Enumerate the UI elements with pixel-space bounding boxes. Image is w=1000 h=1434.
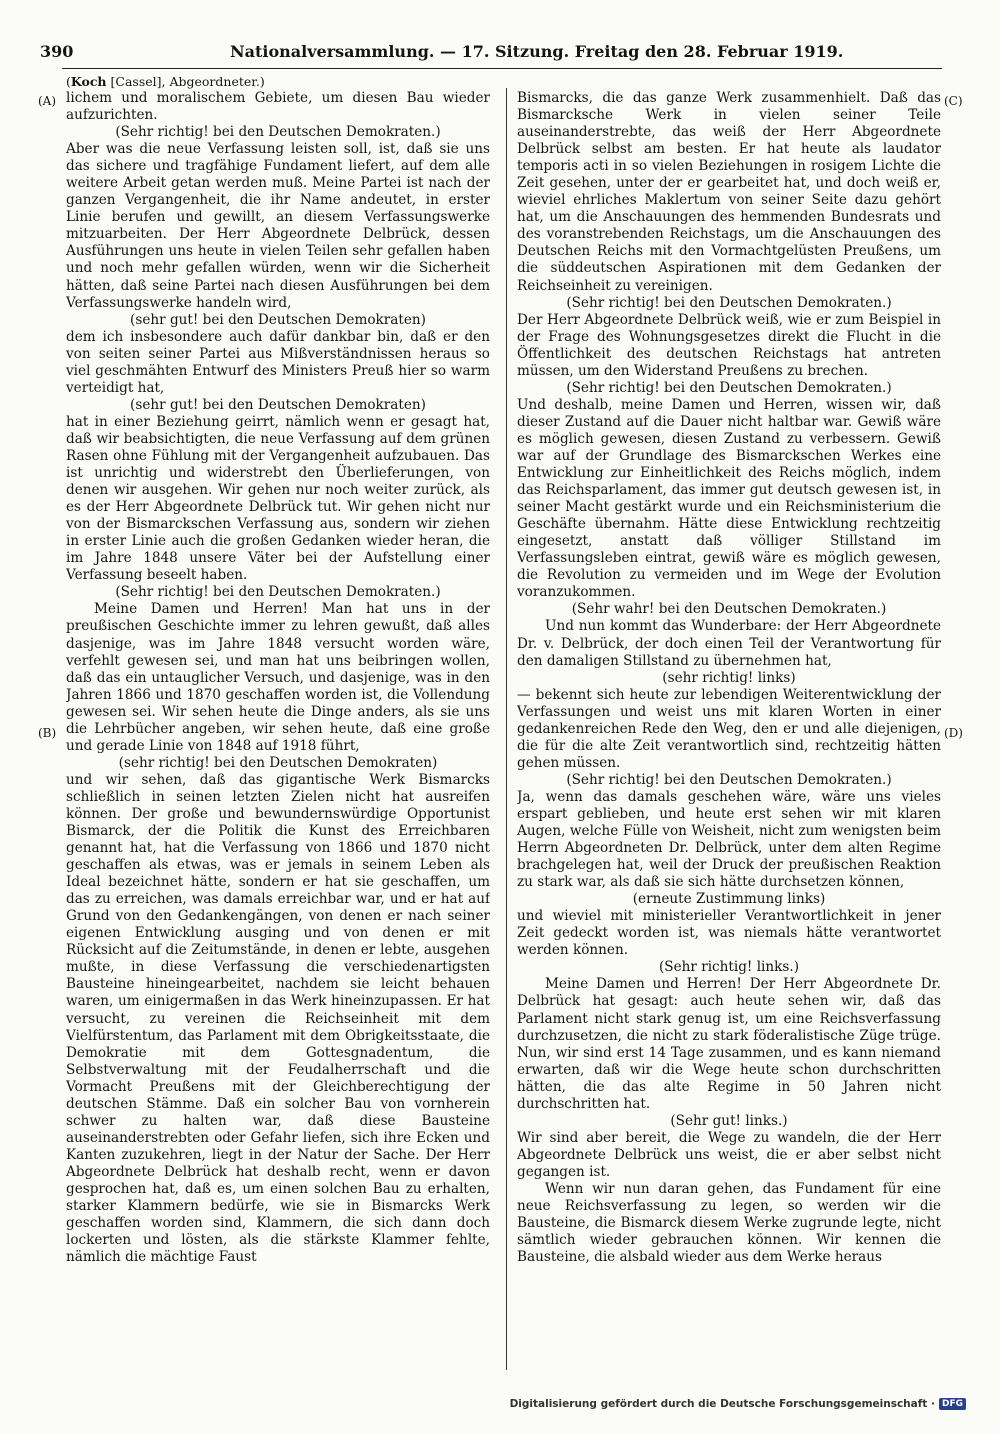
paragraph: Bismarcks, die das ganze Werk zusammenhielt. Daß das Bismarcksche Werk in vielen seiner Teile auseinanderstrebte, das weiß der Herr Abgeordnete Delbrück selbst am besten. Er hat heute als laudator temporis acti in so vielen Beziehungen in rosigem Lichte die Zeit gesehen, unter der er gearbeitet hat, und doch weiß er, wieviel ehrliches Maklertum von seiner Seite dazu gehört hat, um die Anschauungen des hemmenden Bundesrats und des voranstrebenden Reichstags, um die Anschauungen des Deutschen Reichs mit den Vormachtgelüsten Preußens, um die süddeutschen Aspirationen mit dem Gedanken der Reichseinheit zu vereinigen. — [517, 90, 941, 294]
paragraph: — bekennt sich heute zur lebendigen Weiterentwicklung der Verfassungen und weist uns mit klaren Worten in einer gedankenreichen Rede den Weg, den er und alle diejenigen, die für die alte Zeit verantwortlich sind, rechtzeitig hätten gehen müssen. — [517, 686, 941, 771]
interjection: (Sehr richtig! bei den Deutschen Demokraten.) — [566, 771, 892, 788]
interjection: (sehr gut! bei den Deutschen Demokraten) — [130, 311, 426, 328]
paragraph: Aber was die neue Verfassung leisten soll, ist, daß sie uns das sichere und tragfähige Fundament liefert, auf dem alle weitere Arbeit getan werden muß. Meine Partei ist nach der ganzen Vergangenheit, die ihr Name andeutet, in erster Linie berufen und gewillt, an diesem Verfassungswerke mitzuarbeiten. Der Herr Abgeordnete Delbrück, dessen Ausführungen uns heute in vielen Teilen sehr gefallen haben und noch mehr gefallen würden, wenn wir die Sicherheit hätten, daß seine Partei nach diesen Ausführungen bei dem Verfassungswerke handeln wird, — [66, 141, 490, 311]
paragraph: Wir sind aber bereit, die Wege zu wandeln, die der Herr Abgeordnete Delbrück uns weist, die er aber selbst nicht gegangen ist. — [517, 1129, 941, 1180]
paragraph: Wenn wir nun daran gehen, das Fundament für eine neue Reichsverfassung zu legen, so werden wir die Bausteine, die Bismarck diesem Werke zugrunde legte, nicht sämtlich wieder gebrauchen können. Wir kennen die Bausteine, die alsbald wieder aus dem Werke heraus — [517, 1181, 941, 1266]
speaker-rest: [Cassel], Abgeordneter.) — [110, 74, 265, 89]
header-rule — [62, 68, 942, 69]
interjection: (sehr richtig! bei den Deutschen Demokraten) — [118, 754, 438, 771]
paragraph: Meine Damen und Herren! Man hat uns in der preußischen Geschichte immer zu lehren gewußt, daß alles dasjenige, was im Jahre 1848 versucht worden wäre, verfehlt gewesen sei, und man hat uns beibringen wollen, daß das ein untauglicher Versuch, und dasjenige, was in den Jahren 1866 und 1870 geschaffen worden ist, die Vollendung gewesen sei. Wir sehen heute die Dinge anders, als sie uns die Lehrbücher angeben, wir sehen heute, daß eine große und gerade Linie von 1848 auf 1918 führt, — [66, 601, 490, 754]
page-number: 390 — [40, 42, 74, 61]
dfg-logo: DFG — [939, 1398, 966, 1410]
paragraph: Der Herr Abgeordnete Delbrück weiß, wie er zum Beispiel in der Frage des Wohnungsgesetzes direkt die Flucht in die Öffentlichkeit des deutschen Reichstags hat antreten müssen, um den Widerstand Preußens zu brechen. — [517, 311, 941, 379]
interjection: (erneute Zustimmung links) — [632, 891, 826, 908]
interjection: (Sehr richtig! bei den Deutschen Demokraten.) — [115, 124, 441, 141]
running-title: Nationalversammlung. — 17. Sitzung. Freitag den 28. Februar 1919. — [230, 42, 844, 61]
paragraph: hat in einer Beziehung geirrt, nämlich wenn er gesagt hat, daß wir beabsichtigten, die neue Verfassung auf dem grünen Rasen ohne Fühlung mit der Vergangenheit aufzubauen. Das ist unrichtig und widerstrebt den Überlieferungen, von denen wir ausgehen. Wir gehen nur noch weiter zurück, als es der Herr Abgeordnete Delbrück tut. Wir gehen nicht nur von der Bismarckschen Verfassung aus, sondern wir ziehen in erster Linie auch die großen Gedanken wieder heran, die im Jahre 1848 unsere Väter bei der Aufstellung einer Verfassung beseelt haben. — [66, 413, 490, 584]
interjection: (sehr richtig! links) — [662, 669, 796, 686]
speaker-line: (Koch [Cassel], Abgeordneter.) — [66, 74, 265, 89]
paragraph: Ja, wenn das damals geschehen wäre, wäre uns vieles erspart geblieben, und heute erst sehen wir mit klaren Augen, welche Fülle von Weisheit, nicht zum wenigsten beim Herrn Abgeordneten Dr. Delbrück, unter dem alten Regime brachgelegen hat, weil der Druck der preußischen Reaktion zu stark war, als daß sie sich hätte durchsetzen können, — [517, 788, 941, 891]
interjection: (Sehr gut! links.) — [670, 1112, 788, 1129]
margin-marker-d: (D) — [944, 726, 963, 740]
interjection: (Sehr richtig! links.) — [658, 959, 800, 976]
margin-marker-c: (C) — [944, 94, 963, 108]
paragraph: Und deshalb, meine Damen und Herren, wissen wir, daß dieser Zustand auf die Dauer nicht haltbar war. Gewiß wäre es möglich gewesen, diesen Zustand zu verbessern. Gewiß war auf der Grundlage des Bismarckschen Werkes eine Entwicklung zur Einheitlichkeit des Reichs möglich, indem das Reichsparlament, das immer gut deutsch gewesen ist, in seiner Macht gestärkt wurde und ein Reichsministerium die Geschäfte übernahm. Hätte diese Entwicklung rechtzeitig eingesetzt, anstatt daß völliger Stillstand im Verfassungsleben eintrat, gewiß wäre es möglich gewesen, die Revolution zu vermeiden und im Wege der Evolution voranzukommen. — [517, 396, 941, 601]
interjection: (Sehr richtig! bei den Deutschen Demokraten.) — [566, 379, 892, 396]
paragraph: Meine Damen und Herren! Der Herr Abgeordnete Dr. Delbrück hat gesagt: auch heute sehen wir, daß das Parlament nicht stark genug ist, um eine Reichsverfassung durchzusetzen, die nicht zu stark föderalistische Züge trüge. Nun, wir sind erst 14 Tage zusammen, und es kann niemand erwarten, daß wir die Wege heute schon durchschritten hätten, die das alte Regime in 50 Jahren nicht durchschritten hat. — [517, 976, 941, 1112]
interjection: (sehr gut! bei den Deutschen Demokraten) — [130, 396, 426, 413]
left-column — [66, 90, 490, 1376]
paragraph: Und nun kommt das Wunderbare: der Herr Abgeordnete Dr. v. Delbrück, der doch einen Teil der Verantwortung für den damaligen Stillstand zu übernehmen hat, — [517, 618, 941, 669]
interjection: (Sehr wahr! bei den Deutschen Demokraten.) — [571, 601, 887, 618]
right-column — [517, 90, 941, 1376]
paragraph: dem ich insbesondere auch dafür dankbar bin, daß er den von seiten seiner Partei aus Mißverständnissen heraus so viel geschmähten Entwurf des Ministers Preuß hier so warm verteidigt hat, — [66, 328, 490, 396]
paragraph: und wieviel mit ministerieller Verantwortlichkeit in jener Zeit gedeckt worden ist, was niemals hätte verantwortet werden können. — [517, 908, 941, 959]
paragraph: und wir sehen, daß das gigantische Werk Bismarcks schließlich in seinen letzten Zielen nicht hat ausreifen können. Der große und bewundernswürdige Opportunist Bismarck, der die Politik die Kunst des Erreichbaren genannt hat, hat die Verfassung von 1866 und 1870 nicht geschaffen als etwas, was er jemals in seinem Leben als Ideal bezeichnet hätte, sondern er hat sie geschaffen, um das zu erreichen, was damals erreichbar war, und er hat auf Grund von den Gedankengängen, von denen er nach seiner eigenen Entwicklung ausging und von denen er mit Rücksicht auf die Zeitumstände, in denen er lebte, ausgehen mußte, in diese Verfassung die verschiedenartigsten Bausteine hineingearbeitet, nachdem sie leicht behauen waren, um einigermaßen in das Werk hineinzupassen. Er hat versucht, zu vereinen die Reichseinheit mit dem Vielfürstentum, das Parlament mit dem Obrigkeitsstaate, die Demokratie mit dem Gottesgnadentum, die Selbstverwaltung mit der Feudalherrschaft und die Vormacht Preußens mit der Gleichberechtigung der deutschen Stämme. Daß ein solcher Bau von vornherein schwer zu halten war, daß diese Bausteine auseinanderstrebten oder Gefahr liefen, sich ihre Ecken und Kanten zuzukehren, liegt in der Natur der Sache. Der Herr Abgeordnete Delbrück hat deshalb recht, wenn er davon gesprochen hat, daß es, um einen solchen Bau zu erhalten, starker Klammern bedürfe, wie sie in Bismarcks Werk geschaffen worden sind, Klammern, die sich dann doch lockerten und lösten, als die stärkste Klammer fehlte, nämlich die mächtige Faust — [66, 771, 490, 1266]
margin-marker-b: (B) — [38, 726, 57, 740]
footer-credit — [510, 1394, 966, 1414]
paragraph: lichem und moralischem Gebiete, um diesen Bau wieder aufzurichten. — [66, 90, 490, 124]
margin-marker-a: (A) — [38, 94, 57, 108]
speaker-name: Koch — [70, 74, 107, 89]
page-header — [40, 34, 970, 66]
interjection: (Sehr richtig! bei den Deutschen Demokraten.) — [566, 294, 892, 311]
footer-text: Digitalisierung gefördert durch die Deutsche Forschungsgemeinschaft · — [509, 1398, 935, 1410]
column-divider — [506, 88, 507, 1370]
interjection: (Sehr richtig! bei den Deutschen Demokraten.) — [115, 584, 441, 601]
